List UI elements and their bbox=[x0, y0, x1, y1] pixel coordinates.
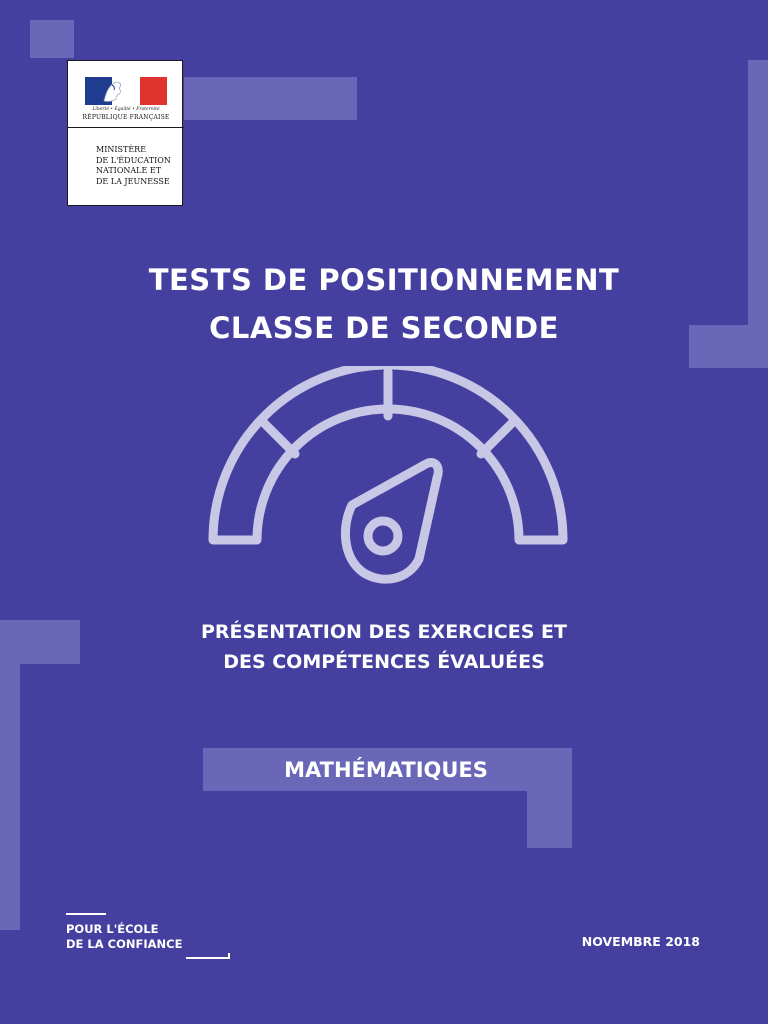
ministry-name bbox=[96, 145, 176, 187]
title-line: CLASSE DE SECONDE bbox=[209, 311, 559, 345]
decorative-bar bbox=[184, 77, 357, 120]
subtitle bbox=[0, 617, 768, 677]
decorative-bracket bbox=[30, 20, 74, 58]
subject-label: MATHÉMATIQUES bbox=[284, 758, 488, 782]
page-title bbox=[0, 256, 768, 352]
republic-motto: Liberté • Égalité • Fraternité bbox=[92, 107, 160, 112]
slogan-line: DE LA CONFIANCE bbox=[66, 937, 183, 951]
logo-divider bbox=[68, 127, 184, 128]
ministry-line: NATIONALE ET bbox=[96, 166, 162, 175]
slogan-rule bbox=[186, 957, 230, 959]
subtitle-line: PRÉSENTATION DES EXERCICES ET bbox=[201, 621, 567, 643]
title-line: TESTS DE POSITIONNEMENT bbox=[148, 263, 620, 297]
ministry-logo bbox=[67, 60, 183, 206]
publication-date: NOVEMBRE 2018 bbox=[581, 934, 700, 949]
subtitle-line: DES COMPÉTENCES ÉVALUÉES bbox=[223, 651, 545, 673]
republic-name: RÉPUBLIQUE FRANÇAISE bbox=[82, 114, 170, 121]
school-of-trust-logo bbox=[66, 913, 236, 965]
slogan-rule bbox=[228, 953, 230, 959]
ministry-line: DE LA JEUNESSE bbox=[96, 176, 170, 186]
ministry-line: DE L'ÉDUCATION bbox=[96, 155, 171, 165]
slogan-rule bbox=[66, 913, 106, 915]
slogan-line: POUR L'ÉCOLE bbox=[66, 922, 159, 936]
speedometer-icon bbox=[205, 366, 571, 586]
ministry-line: MINISTÈRE bbox=[96, 145, 147, 154]
marianne-icon bbox=[98, 75, 128, 105]
